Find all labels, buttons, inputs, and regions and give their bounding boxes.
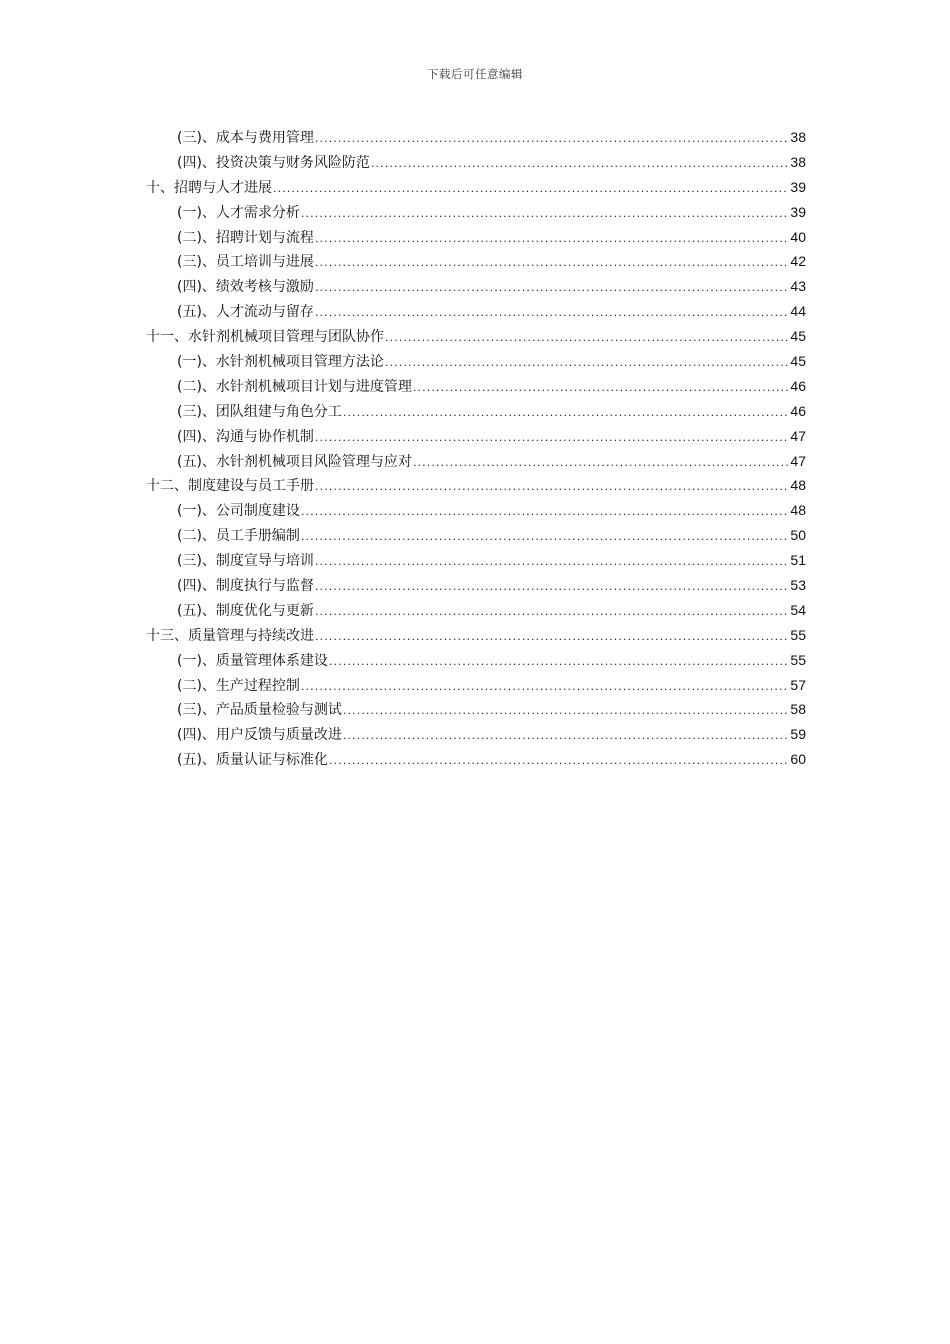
toc-entry-title: (一)、公司制度建设 [177,503,300,520]
toc-page-number: 43 [790,278,806,295]
toc-page-number: 53 [790,577,806,594]
toc-dot-leader [301,525,789,550]
toc-page-number: 47 [790,452,806,469]
toc-section-entry[interactable] [146,747,806,772]
toc-dot-leader [343,401,789,426]
toc-page-number: 39 [790,203,806,220]
toc-page-number: 45 [790,328,806,345]
toc-entry-title: (二)、水针剂机械项目计划与进度管理 [177,378,412,395]
toc-entry-title: (四)、投资决策与财务风险防范 [177,154,370,171]
toc-section-entry[interactable] [146,125,806,150]
toc-dot-leader [343,699,789,724]
toc-page-number: 40 [790,228,806,245]
toc-page-number: 48 [790,502,806,519]
toc-page-number: 38 [790,153,806,170]
toc-page-number: 50 [790,527,806,544]
toc-section-entry[interactable] [146,349,806,374]
toc-entry-title: (五)、质量认证与标准化 [177,752,328,769]
toc-entry-title: (五)、制度优化与更新 [177,602,314,619]
toc-page-number: 46 [790,402,806,419]
toc-section-entry[interactable] [146,399,806,424]
toc-page-number: 38 [790,129,806,145]
toc-section-entry[interactable] [146,299,806,324]
toc-section-entry[interactable] [146,374,806,399]
toc-dot-leader [315,600,789,625]
toc-dot-leader [329,749,789,774]
toc-dot-leader [315,227,789,252]
toc-dot-leader [301,675,789,700]
toc-page-number: 55 [790,651,806,668]
toc-entry-title: (三)、团队组建与角色分工 [177,403,342,420]
toc-entry-title: (二)、生产过程控制 [177,677,300,694]
page-header-note: 下载后可任意编辑 [427,67,523,81]
toc-dot-leader [315,251,789,276]
toc-entry-title: (一)、质量管理体系建设 [177,652,328,669]
toc-section-entry[interactable] [146,598,806,623]
toc-entry-title: (三)、成本与费用管理 [177,130,314,146]
toc-entry-title: (三)、产品质量检验与测试 [177,702,342,719]
toc-entry-title: (五)、人才流动与留存 [177,304,314,321]
toc-dot-leader [315,475,789,500]
toc-chapter-entry[interactable] [146,175,806,200]
toc-section-entry[interactable] [146,498,806,523]
toc-entry-title: (一)、水针剂机械项目管理方法论 [177,354,384,371]
toc-dot-leader [315,276,789,301]
toc-dot-leader [371,152,789,177]
toc-section-entry[interactable] [146,548,806,573]
table-of-contents [146,125,806,772]
toc-section-entry[interactable] [146,424,806,449]
toc-dot-leader [315,575,789,600]
toc-section-entry[interactable] [146,150,806,175]
toc-dot-leader [315,127,789,152]
toc-page-number: 57 [790,676,806,693]
toc-page-number: 44 [790,303,806,320]
toc-section-entry[interactable] [146,449,806,474]
toc-page-number: 59 [790,726,806,743]
toc-section-entry[interactable] [146,673,806,698]
toc-page-number: 42 [790,253,806,270]
toc-entry-title: (四)、用户反馈与质量改进 [177,727,342,744]
toc-chapter-entry[interactable] [146,473,806,498]
toc-entry-title: (五)、水针剂机械项目风险管理与应对 [177,453,412,470]
toc-entry-title: (三)、制度宣导与培训 [177,553,314,570]
toc-entry-title: 十三、质量管理与持续改进 [146,627,314,644]
toc-section-entry[interactable] [146,200,806,225]
toc-page-number: 46 [790,377,806,394]
toc-entry-title: (二)、招聘计划与流程 [177,229,314,246]
toc-dot-leader [329,650,789,675]
toc-dot-leader [413,376,789,401]
toc-dot-leader [385,351,789,376]
toc-page-number: 58 [790,701,806,718]
toc-dot-leader [413,451,789,476]
toc-entry-title: 十一、水针剂机械项目管理与团队协作 [146,329,384,346]
toc-section-entry[interactable] [146,573,806,598]
toc-section-entry[interactable] [146,648,806,673]
toc-dot-leader [315,625,789,650]
toc-page-number: 54 [790,601,806,618]
toc-entry-title: (一)、人才需求分析 [177,204,300,221]
toc-page-number: 48 [790,477,806,494]
toc-entry-title: (二)、员工手册编制 [177,528,300,545]
toc-chapter-entry[interactable] [146,324,806,349]
toc-dot-leader [315,301,789,326]
toc-page-number: 60 [790,751,806,768]
toc-entry-title: 十、招聘与人才进展 [146,179,272,196]
toc-entry-title: (四)、绩效考核与激励 [177,279,314,296]
toc-page-number: 39 [790,178,806,195]
toc-dot-leader [273,177,789,202]
toc-dot-leader [343,724,789,749]
toc-section-entry[interactable] [146,722,806,747]
toc-page-number: 55 [790,626,806,643]
toc-section-entry[interactable] [146,225,806,250]
toc-entry-title: 十二、制度建设与员工手册 [146,478,314,495]
toc-section-entry[interactable] [146,274,806,299]
toc-dot-leader [301,202,789,227]
toc-entry-title: (四)、制度执行与监督 [177,578,314,595]
toc-entry-title: (四)、沟通与协作机制 [177,428,314,445]
toc-page-number: 51 [790,552,806,569]
toc-page-number: 45 [790,353,806,370]
toc-dot-leader [315,550,789,575]
toc-dot-leader [315,426,789,451]
toc-dot-leader [301,500,789,525]
toc-section-entry[interactable] [146,249,806,274]
toc-page-number: 47 [790,427,806,444]
toc-chapter-entry[interactable] [146,623,806,648]
toc-section-entry[interactable] [146,523,806,548]
toc-section-entry[interactable] [146,697,806,722]
toc-dot-leader [385,326,789,351]
toc-entry-title: (三)、员工培训与进展 [177,254,314,271]
